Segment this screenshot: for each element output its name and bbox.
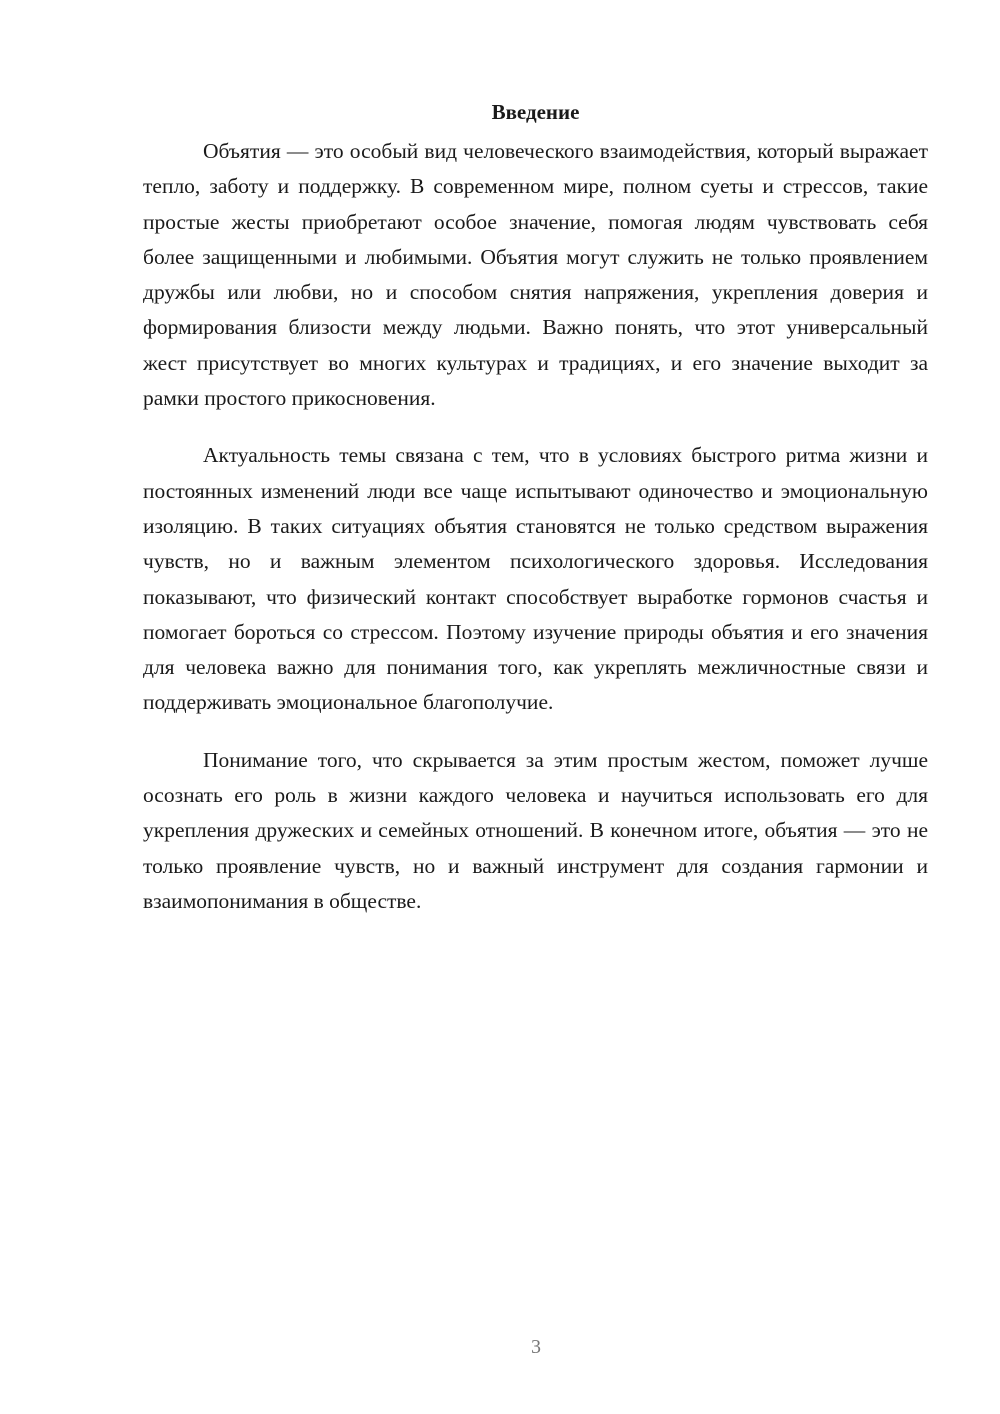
- page-content: [143, 98, 928, 941]
- section-title: Введение: [491, 100, 580, 124]
- paragraph-introduction: Объятия — это особый вид человеческого взаимодействия, который выражает тепло, заботу и поддержку. В современном мире, полном суеты и стрессов, такие простые жесты приобретают особое значение, помогая людям чувствовать себя более защищенными и любимыми. Объятия могут служить не только проявлением дружбы или любви, но и способом снятия напряжения, укрепления доверия и формирования близости между людьми. Важно понять, что этот универсальный жест присутствует во многих культурах и традициях, и его значение выходит за рамки простого прикосновения.: [143, 139, 928, 411]
- page-number: 3: [531, 1336, 541, 1358]
- paragraph-relevance: Актуальность темы связана с тем, что в условиях быстрого ритма жизни и постоянных изменений люди все чаще испытывают одиночество и эмоциональную изоляцию. В таких ситуациях объятия становятся не только средством выражения чувств, но и важным элементом психологического здоровья. Исследования показывают, что физический контакт способствует выработке гормонов счастья и помогает бороться со стрессом. Поэтому изучение природы объятия и его значения для человека важно для понимания того, как укреплять межличностные связи и поддерживать эмоциональное благополучие.: [143, 443, 928, 715]
- paragraph-conclusion: Понимание того, что скрывается за этим простым жестом, поможет лучше осознать его роль в жизни каждого человека и научиться использовать его для укрепления дружеских и семейных отношений. В конечном итоге, объятия — это не только проявление чувств, но и важный инструмент для создания гармонии и взаимопонимания в обществе.: [143, 747, 928, 913]
